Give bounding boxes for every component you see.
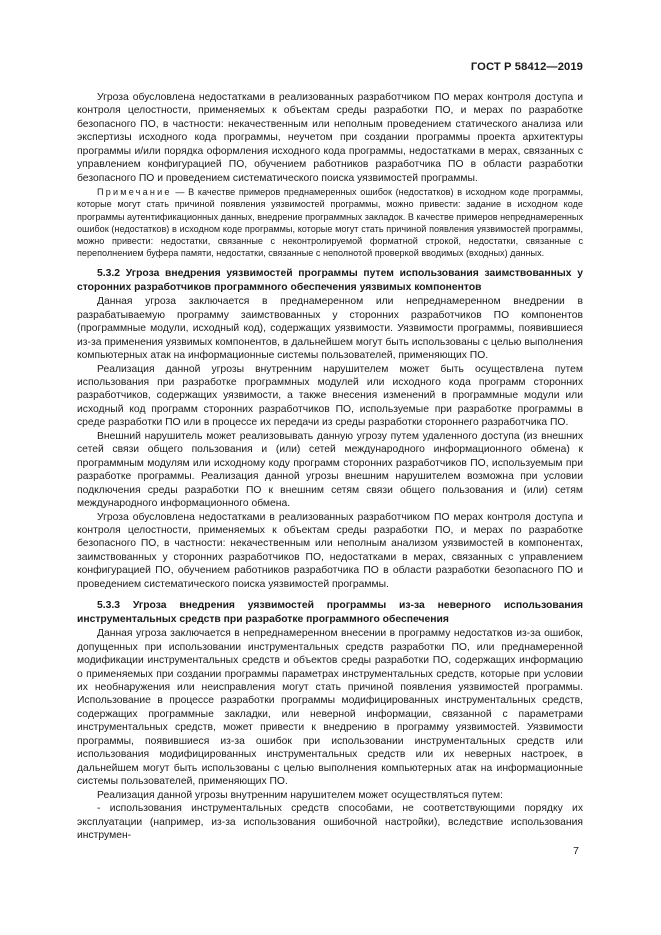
body-paragraph: - использования инструментальных средств способами, не соответствующими порядку их эксплуатации (например, из-за использования ошибочной настройки), вследствие использования инструмен-: [77, 803, 583, 841]
section-heading: 5.3.2 Угроза внедрения уязвимостей программы путем использования заимствованных у сторонних разработчиков программного обеспечения уязвимых компонентов: [77, 268, 583, 293]
page-number: 7: [573, 845, 579, 857]
body-paragraph: Реализация данной угрозы внутренним нарушителем может осуществляться путем:: [97, 789, 504, 801]
note-label: Примечание: [97, 187, 172, 198]
document-body: [77, 91, 583, 842]
document-code-header: ГОСТ Р 58412—2019: [470, 61, 583, 73]
body-paragraph: Реализация данной угрозы внутренним нарушителем может быть осуществлена путем использования при разработке программных модулей или исходного кода программ сторонних разработчиков, содержащих уязвимости, а также внесения изменений в программные модули или исходный код программ сторонних разработчиков ПО, используемые при разработке программы в среде разработки ПО или в процессе их передачи из среды разработки стороннего разработчика ПО.: [77, 363, 583, 429]
section-heading: 5.3.3 Угроза внедрения уязвимостей программы из-за неверного использования инструментальных средств при разработке программного обеспечения: [77, 600, 583, 625]
body-paragraph: Данная угроза заключается в преднамеренном или непреднамеренном внедрении в разрабатываемую программу заимствованных у сторонних разработчиков ПО компонентов (программные модули, исходный код), содержащих уязвимости. Уязвимости программы, появившиеся из-за применения уязвимых компонентов, в дальнейшем могут быть использованы с целью выполнения компьютерных атак на информационные системы пользователей, применяющих ПО.: [77, 296, 583, 362]
note-paragraph: [77, 186, 583, 259]
body-paragraph: Угроза обусловлена недостатками в реализованных разработчиком ПО мерах контроля доступа и контроля целостности, применяемых к объектам среды разработки ПО, и мерах по разработке безопасного ПО, в частности: некачественным или неполным проведением статического анализа или экспертизы исходного кода программы, неучетом при создании программы проекта архитектуры программы и/или порядка оформления исходного кода программы, недостатками в мерах, связанных с управлением конфигурацией ПО, обучением работников разработчика ПО в области разработки безопасного ПО и проведением систематического поиска уязвимостей программы.: [77, 92, 583, 184]
body-paragraph: Угроза обусловлена недостатками в реализованных разработчиком ПО мерах контроля доступа и контроля целостности, применяемых к объектам среды разработки ПО, и мерах по разработке безопасного ПО, в частности: некачественным или неполным анализом уязвимостей в компонентах, заимствованных у сторонних разработчиков ПО, недостатками в мерах, связанных с управлением конфигурацией ПО, обучением работников разработчика ПО в области разработки безопасного ПО и проведением систематического поиска уязвимостей программы.: [77, 511, 583, 590]
body-paragraph: Внешний нарушитель может реализовывать данную угрозу путем удаленного доступа (из внешних сетей связи общего пользования и (или) сетей международного информационного обмена) к программным модулям или исходному коду программ сторонних разработчиков ПО, используемым при разработке программы. Реализация данной угрозы внешним нарушителем возможна при условии подключения среды разработки ПО к внешним сетям связи общего пользования и (или) сетям международного информационного обмена.: [77, 430, 583, 510]
body-paragraph: Данная угроза заключается в непреднамеренном внесении в программу недостатков из-за ошибок, допущенных при использовании инструментальных средств разработки ПО, или преднамеренной модификации инструментальных средств и объектов среды разработки ПО, содержащих информацию о применяемых при создании программы параметрах инструментальных средств, которые при условии их необнаружения или неисправления могут стать причиной появления уязвимостей программы. Использование в процессе разработки программы модифицированных инструментальных средств, содержащих программные закладки, или неверной информации, связанной с параметрами инструментальных средств, может привести к внедрению в программу уязвимостей. Уязвимости программы, появившиеся из-за ошибок при использовании инструментальных средств или использования модифицированных инструментальных средств или их неверных настроек, в дальнейшем могут быть использованы с целью выполнения компьютерных атак на информационные системы пользователей, применяющих ПО.: [77, 628, 583, 788]
note-text: — В качестве примеров преднамеренных ошибок (недостатков) в исходном коде программы, которые могут стать причиной появления уязвимостей программы, можно привести: задание в исходном коде программы аутентификационных данных, внедрение программных закладок. В качестве примеров непреднамеренных ошибок (недостатков) в исходном коде программы, которые могут стать причиной появления уязвимостей программы, можно привести: недостатки, связанные с неконтролируемой форматной строкой, недостатки, связанные с переполнением буфера памяти, недостатки, связанные с неполнотой проверкой вводимых (входных) данных.: [77, 187, 583, 259]
